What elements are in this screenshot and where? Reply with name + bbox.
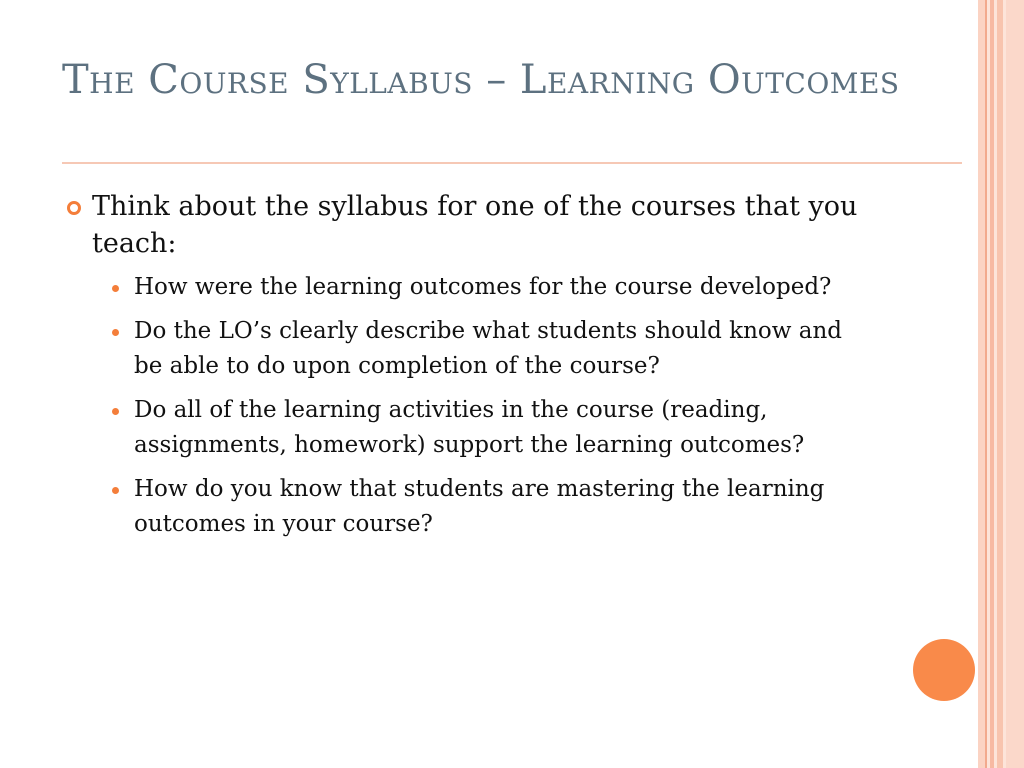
sub-bullet-list [62, 270, 862, 542]
sub-bullet-text: How were the learning outcomes for the course developed? [134, 274, 832, 300]
slide-body [62, 188, 862, 551]
title-divider [62, 162, 962, 164]
sub-bullet [62, 314, 862, 384]
sub-bullet-text: How do you know that students are mastering the learning outcomes in your course? [134, 476, 825, 537]
circle-decoration [913, 639, 975, 701]
main-bullet-text: Think about the syllabus for one of the courses that you teach: [92, 191, 858, 259]
dot-bullet-icon [112, 408, 119, 415]
sub-bullet [62, 393, 862, 463]
dot-bullet-icon [112, 487, 119, 494]
main-bullet [62, 188, 862, 262]
side-stripe [1006, 0, 1024, 768]
sub-bullet-text: Do the LO’s clearly describe what students should know and be able to do upon completion of the course? [134, 318, 843, 379]
ring-bullet-icon [67, 201, 81, 215]
sub-bullet [62, 270, 862, 305]
sub-bullet [62, 472, 862, 542]
sub-bullet-text: Do all of the learning activities in the course (reading, assignments, homework) support the learning outcomes? [134, 397, 805, 458]
slide-title: The Course Syllabus – Learning Outcomes [62, 57, 900, 103]
side-stripe [978, 0, 985, 768]
dot-bullet-icon [112, 329, 119, 336]
dot-bullet-icon [112, 285, 119, 292]
